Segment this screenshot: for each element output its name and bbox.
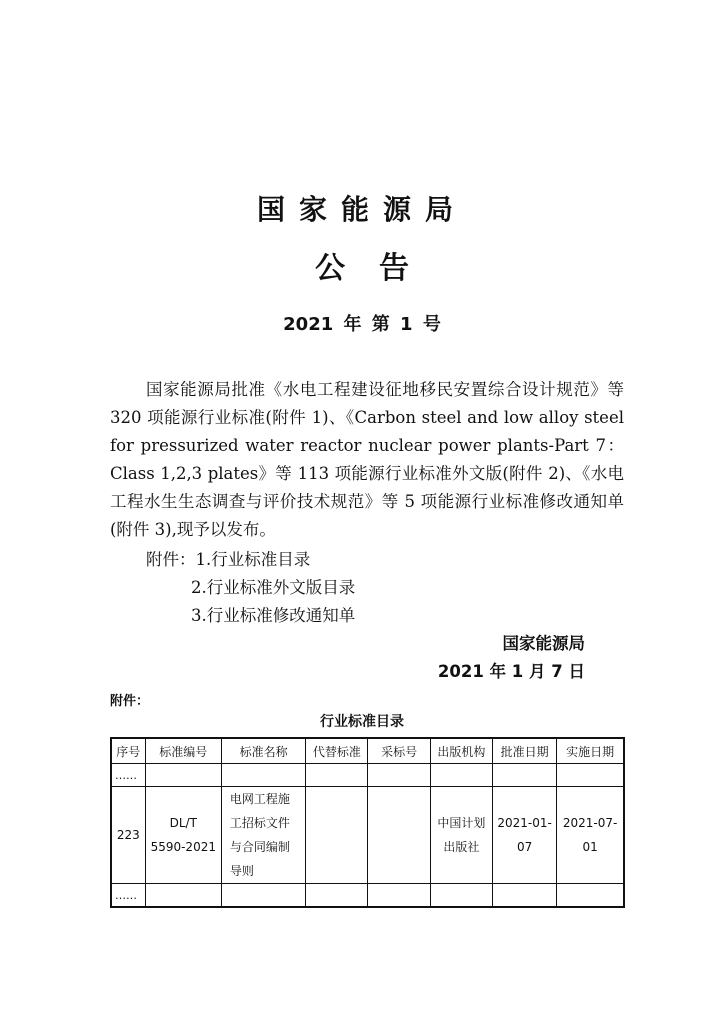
cell-code	[145, 787, 221, 884]
cell-seq: 223	[111, 787, 145, 884]
attachment-list	[146, 546, 626, 630]
attachment-item-3: 3.行业标准修改通知单	[191, 606, 356, 625]
issue-date: 2021 年 1 月 7 日	[437, 662, 585, 681]
cell-publisher-line: 中国计划	[437, 816, 486, 830]
cell-approval-date: 2021-01-07	[492, 787, 556, 884]
cell-code-line: DL/T	[169, 816, 197, 830]
agency-title: 国家能源局	[256, 193, 467, 226]
col-header-publisher: 出版机构	[430, 738, 492, 764]
issuer-name: 国家能源局	[502, 634, 585, 653]
cell-name-line: 导则	[229, 864, 254, 878]
table-row-ellipsis-top	[111, 764, 624, 787]
notice-number: 2021 年 第 1 号	[283, 314, 441, 335]
attachment-label: 附件：	[146, 550, 196, 569]
attachment-item-text: 1.行业标准目录	[195, 550, 311, 569]
col-header-name: 标准名称	[221, 738, 305, 764]
cell-publisher-line: 出版社	[443, 840, 480, 854]
announcement-paragraph: 国家能源局批准《水电工程建设征地移民安置综合设计规范》等 320 项能源行业标准(附件 1)、《Carbon steel and low alloy steel for pressurized water reactor nuclear power plants-Part 7：Class 1,2,3 plates》等 113 项能源行业标准外文版(附件 2)、《水电工程水生生态调查与评价技术规范》等 5 项能源行业标准修改通知单(附件 3),现予以发布。	[110, 380, 624, 539]
cell-name-line: 与合同编制	[229, 840, 290, 854]
col-header-effective-date: 实施日期	[557, 738, 624, 764]
col-header-seq: 序号	[111, 738, 145, 764]
ellipsis-cell: ……	[111, 884, 145, 908]
cell-publisher	[430, 787, 492, 884]
table-row-ellipsis-bottom	[111, 884, 624, 908]
cell-adopted	[368, 787, 430, 884]
signature-block	[380, 630, 585, 686]
cell-name	[221, 787, 305, 884]
standards-table	[110, 737, 625, 908]
cell-name-line: 电网工程施	[229, 792, 290, 806]
col-header-replaces: 代替标准	[306, 738, 368, 764]
cell-name-line: 工招标文件	[229, 816, 290, 830]
col-header-code: 标准编号	[145, 738, 221, 764]
table-row	[111, 787, 624, 884]
table-title: 行业标准目录	[320, 714, 404, 730]
appendix-label: 附件：	[110, 694, 150, 709]
col-header-approval-date: 批准日期	[492, 738, 556, 764]
attachment-item-2: 2.行业标准外文版目录	[191, 578, 356, 597]
col-header-adopted: 采标号	[368, 738, 430, 764]
cell-replaces	[306, 787, 368, 884]
cell-code-line: 5590-2021	[150, 840, 216, 854]
notice-title: 公告	[315, 251, 443, 286]
cell-effective-date: 2021-07-01	[557, 787, 624, 884]
attachment-item-1	[146, 546, 626, 574]
ellipsis-cell: ……	[111, 764, 145, 787]
table-header-row	[111, 738, 624, 764]
